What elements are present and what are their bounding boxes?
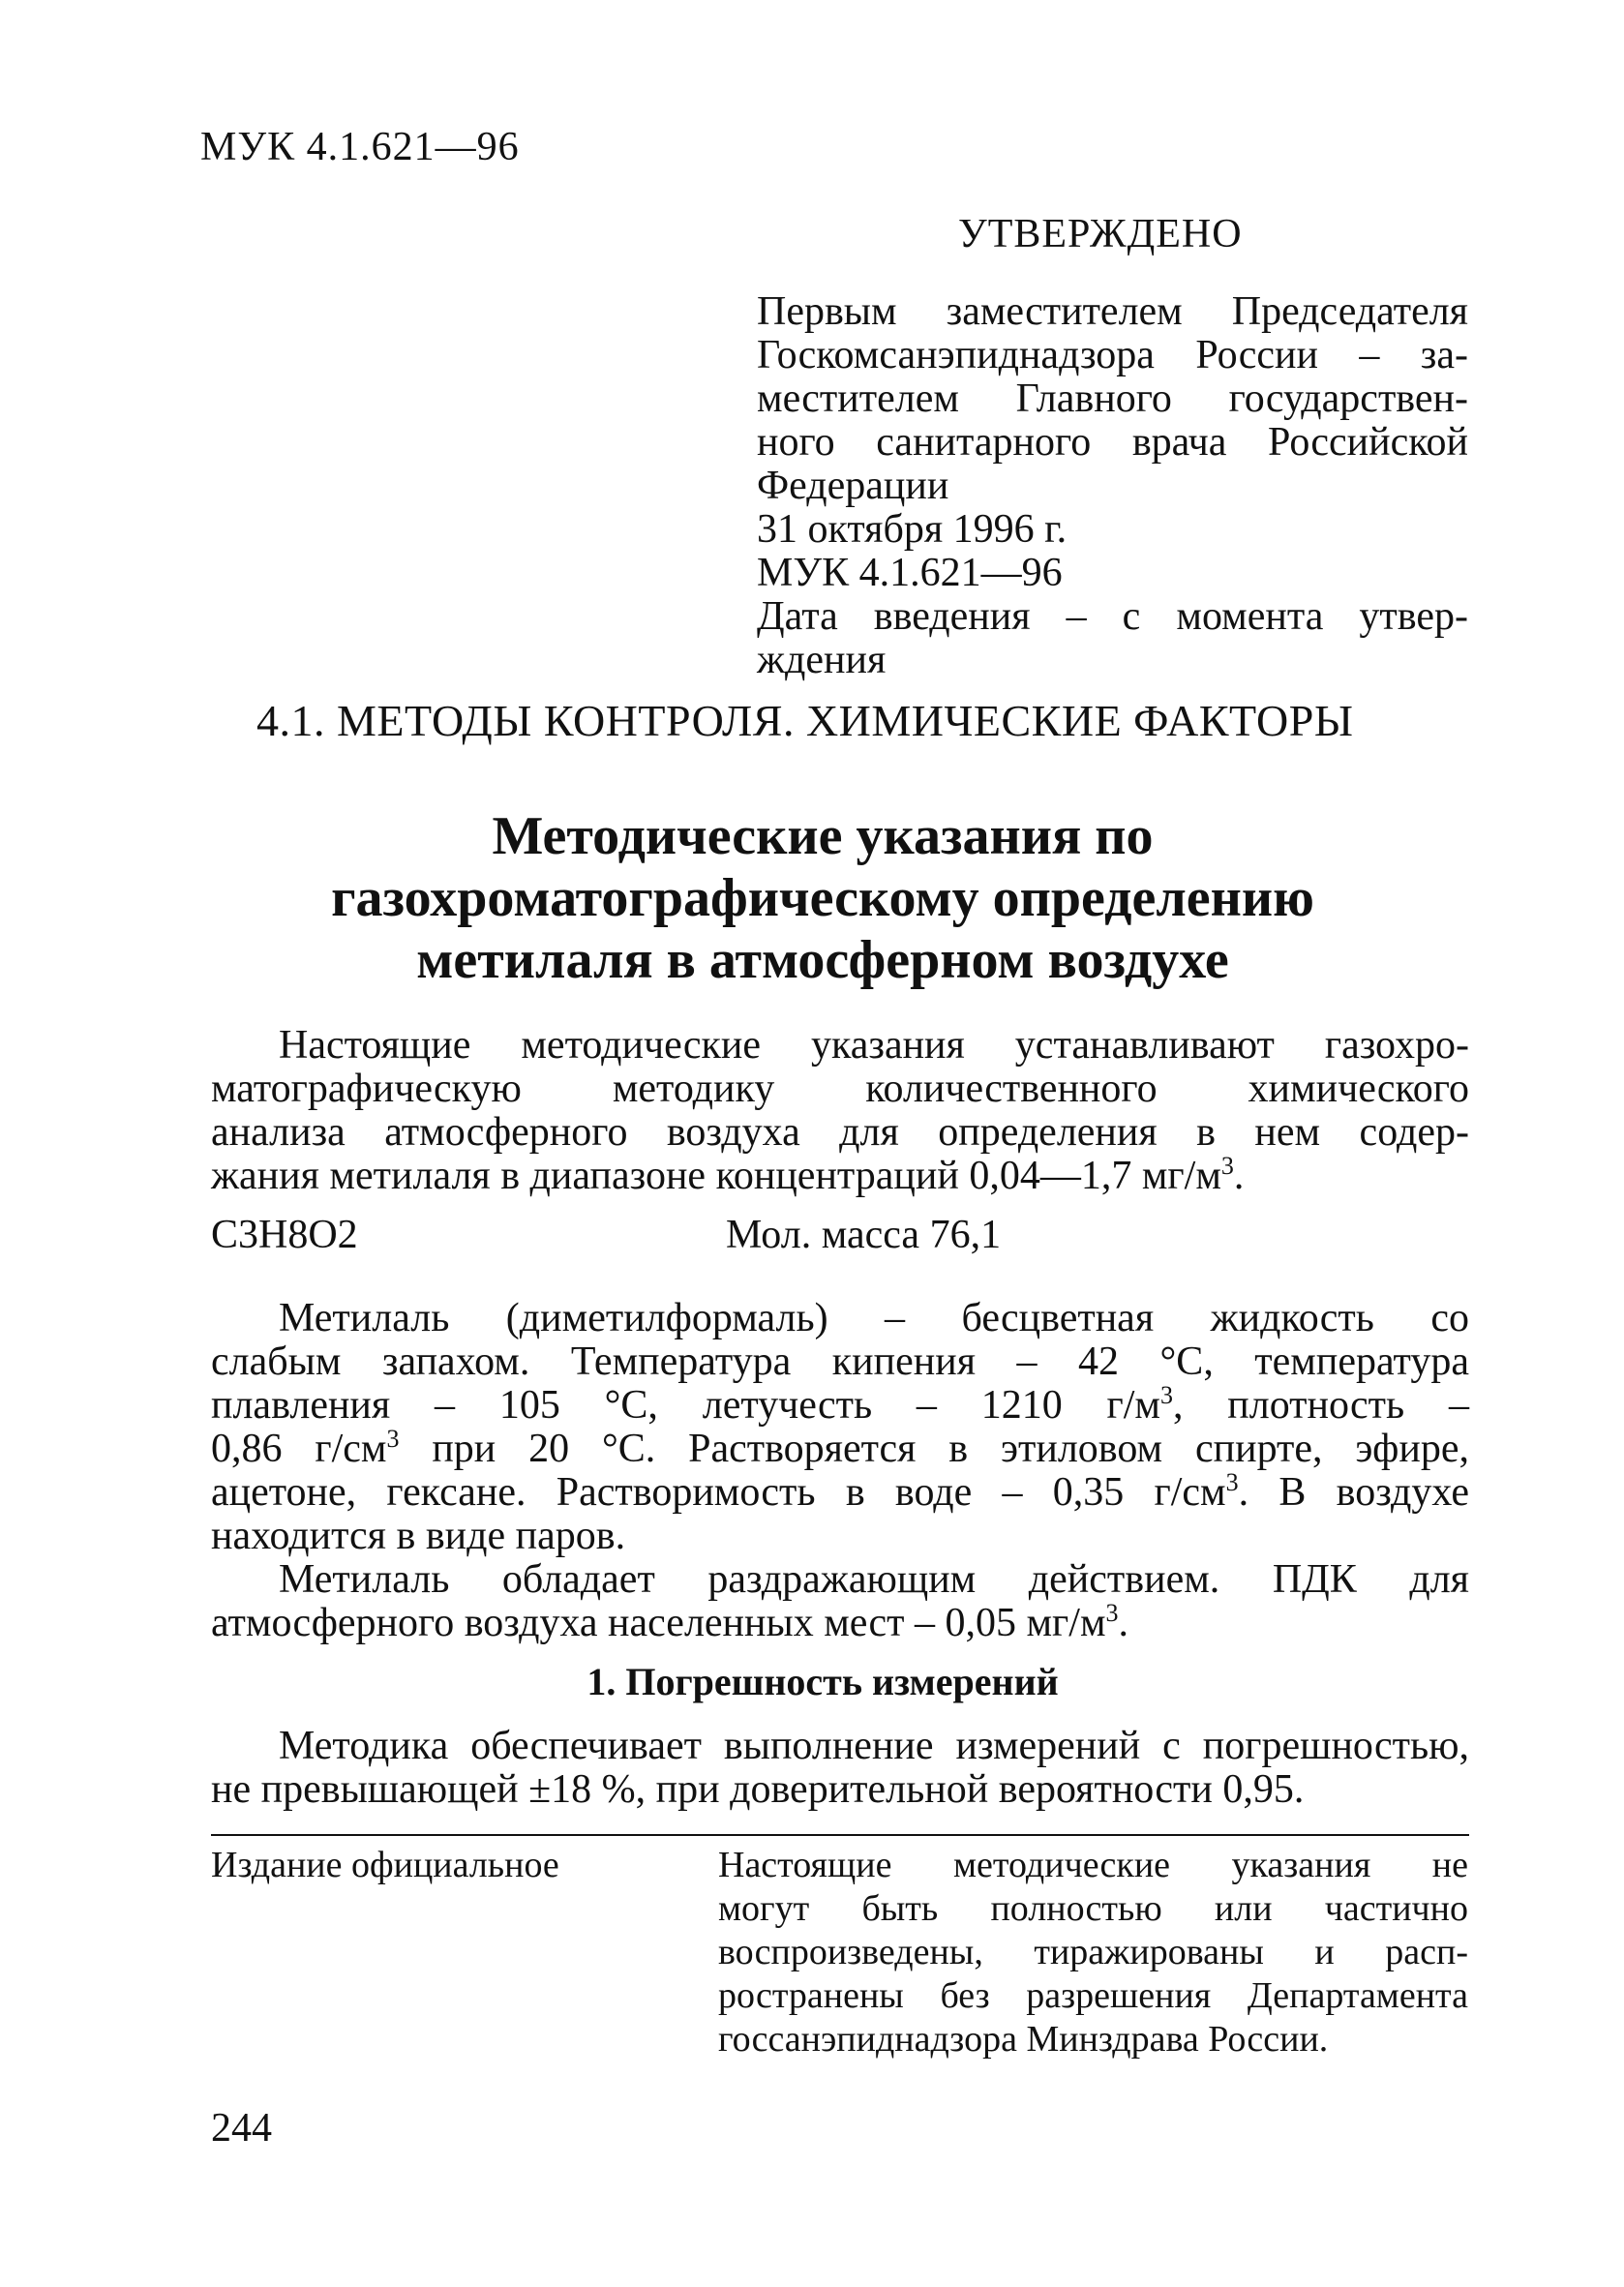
accuracy-paragraph [211, 1725, 1469, 1812]
notice-line: воспроизведены, тиражированы и расп- [718, 1932, 1468, 1972]
approval-date: 31 октября 1996 г. [757, 507, 1068, 552]
approved-title: УТВЕРЖДЕНО [958, 212, 1243, 256]
notice-line: Настоящие методические указания не [718, 1845, 1468, 1885]
intro-paragraph [211, 1024, 1469, 1198]
approval-block [757, 290, 1468, 682]
properties-paragraph [211, 1297, 1469, 1558]
footer-divider [211, 1834, 1469, 1836]
molecular-mass: Мол. масса 76,1 [726, 1213, 1002, 1257]
toxicity-paragraph [211, 1558, 1469, 1645]
approval-line: Госкомсанэпиднадзора России – за- [757, 333, 1468, 377]
paragraph-line: Методика обеспечивает выполнение измерений с погрешностью, [279, 1724, 1469, 1768]
paragraph-line: плавления – 105 °С, летучесть – 1210 $г/м^3$, плотность – [211, 1381, 1469, 1428]
main-title-line: метилаля в атмосферном воздухе [416, 930, 1229, 990]
notice-line: ространены без разрешения Департамента [718, 1975, 1468, 2016]
paragraph-line: матографическую методику количественного химического [211, 1067, 1469, 1111]
approval-line: ного санитарного врача Российской [757, 420, 1468, 465]
notice-line: госсанэпиднадзора Минздрава России. [718, 2019, 1329, 2060]
paragraph-line: жания метилаля в диапазоне концентраций 0,04—1,7 $мг/м^3$. [211, 1152, 1245, 1198]
paragraph-line: Метилаль обладает раздражающим действием. ПДК для [279, 1557, 1469, 1602]
paragraph-line: анализа атмосферного воздуха для определения в нем содер- [211, 1110, 1469, 1155]
approval-line: Дата введения – с момента утвер- [757, 594, 1468, 639]
paragraph-line: слабым запахом. Температура кипения – 42 °С, температура [211, 1339, 1469, 1384]
paragraph-line: находится в виде паров. [211, 1514, 626, 1558]
paragraph-line: 0,86 $г/см^3$ при 20 °С. Растворяется в этиловом спирте, эфире, [211, 1425, 1469, 1471]
paragraph-line: Метилаль (диметилформаль) – бесцветная жидкость со [279, 1296, 1469, 1340]
approval-doc-code: МУК 4.1.621—96 [757, 551, 1063, 595]
notice-line: могут быть полностью или частично [718, 1888, 1468, 1929]
page-number: 244 [211, 2106, 272, 2151]
main-title-line: Методические указания по [492, 806, 1154, 866]
section-heading: 4.1. МЕТОДЫ КОНТРОЛЯ. ХИМИЧЕСКИЕ ФАКТОРЫ [256, 696, 1354, 745]
approval-line: Первым заместителем Председателя [757, 289, 1468, 334]
copyright-notice [718, 1844, 1468, 2061]
edition-label: Издание официальное [211, 1845, 559, 1885]
paragraph-line: Настоящие методические указания устанавливают газохро- [279, 1023, 1469, 1068]
approval-line: местителем Главного государствен- [757, 376, 1468, 421]
paragraph-line: не превышающей ±18 %, при доверительной вероятности 0,95. [211, 1767, 1305, 1812]
chemical-formula: C3H8O2 [211, 1213, 358, 1257]
main-title-line: газохроматографическому определению [331, 868, 1314, 928]
main-title [194, 805, 1452, 991]
paragraph-line: ацетоне, гексане. Растворимость в воде – 0,35 $г/см^3$. В воздухе [211, 1468, 1469, 1515]
subsection-heading: 1. Погрешность измерений [586, 1660, 1059, 1703]
document-code: МУК 4.1.621—96 [200, 125, 520, 169]
approval-line: Федерации [757, 464, 949, 508]
paragraph-line: атмосферного воздуха населенных мест – 0,05 $мг/м^3$. [211, 1599, 1129, 1645]
approval-line: ждения [757, 638, 887, 682]
